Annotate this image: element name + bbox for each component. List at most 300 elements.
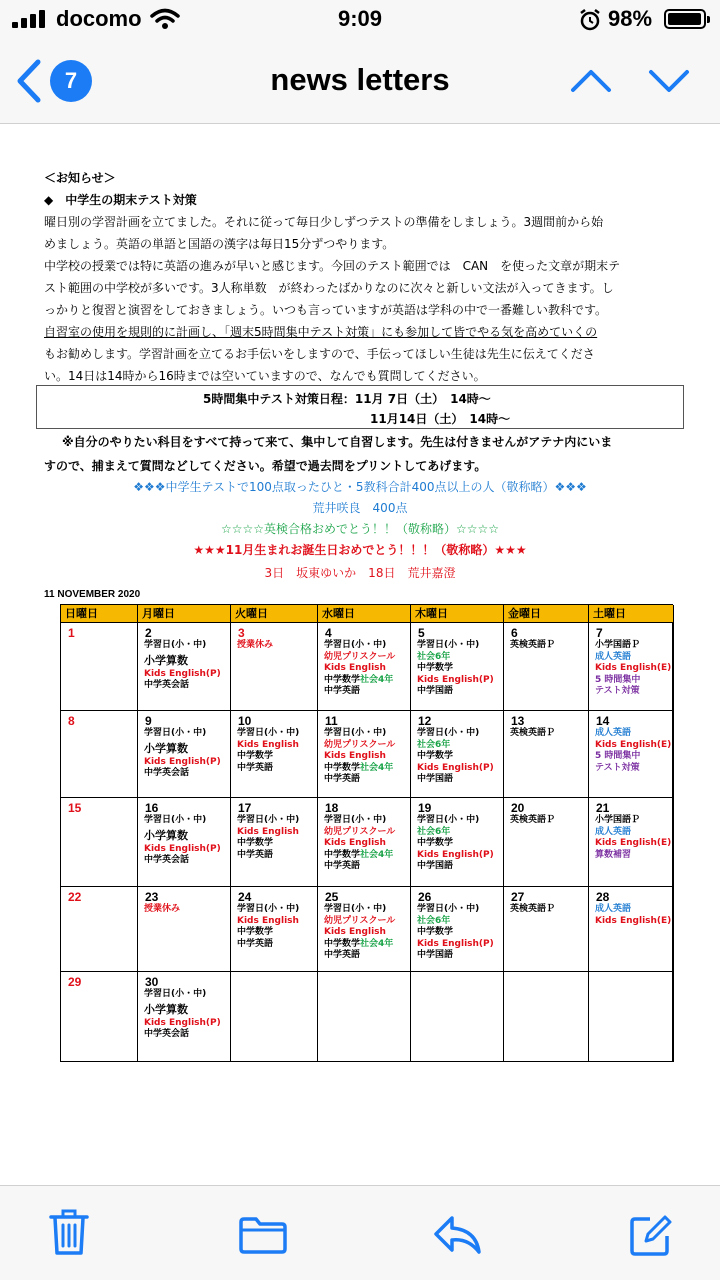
schedule-entry-text: 中学国語 — [417, 861, 454, 871]
month-label: 11 NOVEMBER 2020 — [44, 589, 141, 600]
calendar-day-cell — [61, 623, 138, 711]
schedule-entry-text: Kids English — [237, 739, 299, 750]
schedule-entry-text: 中学数学 — [324, 849, 361, 860]
schedule-line: 11月14日（土） 14時～ — [370, 412, 511, 426]
schedule-entry — [510, 640, 586, 652]
calendar-header: 土曜日 — [589, 605, 674, 623]
schedule-entry-text: 学習日(小・中) — [417, 815, 480, 825]
day-schedule — [510, 904, 586, 916]
day-number: 25 — [325, 890, 339, 904]
day-schedule — [510, 640, 586, 652]
schedule-entry — [144, 844, 228, 856]
unread-count-badge[interactable]: 7 — [50, 60, 92, 102]
calendar-day-cell — [411, 623, 504, 711]
schedule-entry — [144, 728, 228, 740]
clock: 9:09 — [337, 6, 383, 31]
day-number: 1 — [68, 626, 75, 640]
schedule-line: 5時間集中テスト対策日程：11月 7日（土） 14時～ — [203, 392, 491, 406]
schedule-entry — [237, 740, 315, 752]
schedule-entry — [595, 686, 671, 698]
schedule-entry — [417, 751, 501, 763]
paragraph-line: めましょう。英語の単語と国語の漢字は毎日15分ずつやります。 — [44, 237, 395, 251]
schedule-entry-text: 中学数学 — [417, 927, 454, 937]
calendar-day-cell — [318, 972, 411, 1062]
calendar-day-cell — [411, 887, 504, 972]
schedule-entry — [417, 675, 501, 687]
day-schedule — [237, 815, 315, 861]
schedule-entry — [237, 850, 315, 862]
schedule-entry — [417, 927, 501, 939]
newsletter-document — [0, 125, 720, 1185]
calendar-header: 月曜日 — [138, 605, 231, 623]
calendar-day-cell — [411, 972, 504, 1062]
calendar-day-cell — [318, 887, 411, 972]
status-bar — [0, 0, 720, 40]
schedule-entry-text: 中学英会話 — [144, 768, 190, 778]
birthday-heading: ★★★11月生まれお誕生日おめでとう！！！（敬称略）★★★ — [193, 543, 527, 557]
schedule-entry-text: 英検英語Ｐ — [510, 904, 556, 914]
carrier-name: docomo — [56, 6, 142, 31]
schedule-entry — [324, 663, 408, 675]
schedule-entry-text: 中学英語 — [324, 686, 361, 696]
schedule-entry — [324, 815, 408, 827]
day-schedule — [237, 904, 315, 950]
schedule-entry-text: 成人英語 — [595, 651, 632, 662]
schedule-entry-text: Kids English(E) — [595, 838, 672, 848]
day-number: 5 — [418, 626, 425, 640]
schedule-entry — [237, 904, 315, 916]
eiken-congrats: ☆☆☆☆英検合格おめでとう！！（敬称略）☆☆☆☆ — [220, 522, 500, 536]
schedule-entry-text: 授業休み — [144, 904, 181, 914]
day-number: 7 — [596, 626, 603, 640]
trash-icon[interactable] — [48, 1208, 90, 1256]
schedule-entry — [595, 838, 671, 850]
day-schedule — [144, 815, 228, 867]
day-schedule — [417, 728, 501, 786]
calendar-day-cell — [589, 623, 674, 711]
award-name: 荒井咲良 400点 — [312, 501, 408, 515]
schedule-entry-text: 5 時間集中 — [595, 751, 641, 761]
paragraph-line: 自習室の使用を規則的に計画し、「週末5時間集中テスト対策」にも参加して皆でやる気を高めていくの — [44, 325, 598, 339]
calendar-day-cell — [61, 798, 138, 887]
calendar-day-cell — [318, 711, 411, 798]
calendar-header: 金曜日 — [504, 605, 589, 623]
schedule-entry-text: 学習日(小・中) — [144, 640, 207, 650]
schedule-entry — [417, 815, 501, 827]
calendar-day-cell — [138, 623, 231, 711]
note-line: ※自分のやりたい科目をすべて持って来て、集中して自習します。先生は付きませんがアテナ内にいま — [62, 435, 613, 449]
day-number: 22 — [68, 890, 82, 904]
schedule-entry-text: 英検英語Ｐ — [510, 640, 556, 650]
schedule-entry-text: 学習日(小・中) — [237, 815, 300, 825]
schedule-entry — [237, 728, 315, 740]
schedule-entry-text: 学習日(小・中) — [324, 640, 387, 650]
schedule-entry-text: 幼児プリスクール — [324, 826, 396, 837]
schedule-entry — [144, 740, 228, 757]
day-number: 23 — [145, 890, 159, 904]
day-number: 17 — [238, 801, 252, 815]
calendar-day-cell — [589, 887, 674, 972]
calendar-day-cell — [231, 972, 318, 1062]
calendar-day-cell — [411, 798, 504, 887]
day-schedule — [595, 904, 671, 927]
schedule-entry-text: 幼児プリスクール — [324, 651, 396, 662]
schedule-entry — [417, 728, 501, 740]
schedule-entry — [144, 768, 228, 780]
schedule-entry-text: Kids English — [324, 751, 386, 761]
day-number: 28 — [596, 890, 610, 904]
calendar-day-cell — [411, 711, 504, 798]
schedule-entry-text: Kids English(P) — [417, 674, 494, 685]
day-schedule — [324, 728, 408, 786]
schedule-entry — [144, 640, 228, 652]
schedule-entry — [324, 950, 408, 962]
schedule-entry — [144, 1001, 228, 1018]
schedule-entry-text: テスト対策 — [595, 762, 640, 773]
day-schedule — [595, 728, 671, 774]
schedule-entry-text: 成人英語 — [595, 728, 632, 738]
schedule-entry-text: 中学数学 — [237, 838, 274, 848]
schedule-entry-extra: 社会4年 — [360, 674, 394, 685]
day-number: 21 — [596, 801, 610, 815]
schedule-entry-text: 学習日(小・中) — [417, 728, 480, 738]
calendar-day-cell — [231, 623, 318, 711]
schedule-entry — [417, 740, 501, 752]
day-number: 24 — [238, 890, 252, 904]
schedule-entry — [417, 861, 501, 873]
schedule-entry-extra: 社会4年 — [360, 938, 394, 949]
schedule-entry — [324, 838, 408, 850]
schedule-entry-text: 学習日(小・中) — [417, 640, 480, 650]
schedule-entry — [595, 728, 671, 740]
schedule-entry-text: 社会6年 — [417, 739, 451, 750]
day-schedule — [144, 728, 228, 780]
schedule-entry — [237, 763, 315, 775]
schedule-entry-text: 算数補習 — [595, 849, 632, 860]
schedule-entry-text: Kids English(P) — [144, 843, 221, 854]
schedule-entry — [144, 1018, 228, 1030]
schedule-entry-text: 小学算数 — [144, 1002, 188, 1016]
schedule-entry-text: Kids English(P) — [417, 938, 494, 949]
schedule-entry-text: Kids English — [324, 927, 386, 937]
battery-icon — [664, 9, 706, 29]
schedule-entry-text: 学習日(小・中) — [237, 728, 300, 738]
schedule-entry — [595, 815, 671, 827]
calendar-day-cell — [61, 887, 138, 972]
schedule-entry — [417, 950, 501, 962]
schedule-entry-text: 中学数学 — [324, 762, 361, 773]
schedule-entry — [417, 640, 501, 652]
day-number: 2 — [145, 626, 152, 640]
schedule-entry-text: 小学算数 — [144, 653, 188, 667]
day-schedule — [595, 640, 671, 698]
day-schedule — [510, 815, 586, 827]
topic-heading: ◆ 中学生の期末テスト対策 — [44, 193, 197, 207]
calendar-day-cell — [589, 711, 674, 798]
paragraph-line: スト範囲の中学校が多いです。3人称単数 が終わったばかりなのに次々と新しい文法が入ってきます。し — [44, 281, 614, 295]
schedule-entry — [324, 675, 408, 687]
day-number: 15 — [68, 801, 82, 815]
schedule-entry-text: 小学算数 — [144, 828, 188, 842]
nav-bar — [0, 40, 720, 124]
schedule-entry — [324, 652, 408, 664]
schedule-entry-text: 学習日(小・中) — [144, 728, 207, 738]
calendar-day-cell — [231, 798, 318, 887]
alarm-icon — [578, 8, 602, 32]
calendar-day-cell — [138, 972, 231, 1062]
bottom-toolbar — [0, 1185, 720, 1280]
schedule-entry-text: Kids English — [324, 838, 386, 848]
schedule-entry — [595, 904, 671, 916]
schedule-entry — [417, 686, 501, 698]
day-number: 26 — [418, 890, 432, 904]
calendar-day-cell — [231, 887, 318, 972]
calendar-header: 火曜日 — [231, 605, 318, 623]
schedule-entry-text: 小学算数 — [144, 741, 188, 755]
schedule-entry — [324, 916, 408, 928]
schedule-entry — [237, 838, 315, 850]
schedule-entry — [417, 916, 501, 928]
day-number: 27 — [511, 890, 525, 904]
schedule-entry — [595, 850, 671, 862]
schedule-entry-text: Kids English — [324, 663, 386, 673]
paragraph-line: 曜日別の学習計画を立てました。それに従って毎日少しずつテストの準備をしましょう。3週間前から始 — [44, 215, 604, 229]
schedule-entry — [237, 827, 315, 839]
calendar-day-cell — [504, 623, 589, 711]
schedule-entry — [144, 757, 228, 769]
schedule-entry-text: 中学英語 — [324, 774, 361, 784]
schedule-entry — [510, 728, 586, 740]
schedule-entry — [324, 927, 408, 939]
day-schedule — [595, 815, 671, 861]
schedule-entry — [144, 1029, 228, 1041]
schedule-entry — [144, 652, 228, 669]
schedule-entry — [595, 827, 671, 839]
day-schedule — [417, 904, 501, 962]
calendar-table — [60, 604, 673, 1062]
day-schedule — [324, 640, 408, 698]
calendar-day-cell — [318, 623, 411, 711]
day-number: 6 — [511, 626, 518, 640]
schedule-entry — [237, 815, 315, 827]
day-schedule — [144, 989, 228, 1041]
schedule-entry — [417, 838, 501, 850]
schedule-entry-text: Kids English(E) — [595, 663, 672, 673]
schedule-entry-text: 中学英語 — [237, 849, 274, 860]
schedule-entry-text: 中学国語 — [417, 686, 454, 696]
schedule-entry — [144, 904, 228, 916]
schedule-entry-text: 英検英語Ｐ — [510, 728, 556, 738]
schedule-entry-text: 社会6年 — [417, 915, 451, 926]
previous-message-icon[interactable] — [570, 68, 612, 94]
day-schedule — [510, 728, 586, 740]
schedule-entry-text: Kids English — [237, 826, 299, 837]
day-number: 19 — [418, 801, 432, 815]
battery-percent: 98% — [608, 6, 653, 31]
schedule-entry — [417, 904, 501, 916]
schedule-entry-text: Kids English(P) — [417, 762, 494, 773]
schedule-entry — [417, 663, 501, 675]
schedule-entry-text: 中学英会話 — [144, 680, 190, 690]
day-number: 14 — [596, 714, 610, 728]
day-number: 10 — [238, 714, 252, 728]
schedule-entry — [324, 728, 408, 740]
schedule-entry-text: テスト対策 — [595, 686, 640, 696]
schedule-entry — [324, 850, 408, 862]
day-schedule — [144, 640, 228, 692]
schedule-entry — [595, 640, 671, 652]
schedule-entry-text: 成人英語 — [595, 826, 632, 837]
schedule-entry — [324, 861, 408, 873]
schedule-entry-text: 小学国語Ｐ — [595, 815, 641, 825]
schedule-entry — [237, 927, 315, 939]
day-number: 4 — [325, 626, 332, 640]
schedule-entry-text: 幼児プリスクール — [324, 739, 396, 750]
day-number: 29 — [68, 975, 82, 989]
schedule-entry — [324, 751, 408, 763]
page-title: news letters — [270, 62, 450, 97]
day-number: 16 — [145, 801, 159, 815]
schedule-entry-text: 幼児プリスクール — [324, 915, 396, 926]
schedule-entry-text: Kids English(P) — [144, 1017, 221, 1028]
schedule-entry — [417, 652, 501, 664]
calendar-day-cell — [231, 711, 318, 798]
schedule-entry-text: 中学英語 — [324, 950, 361, 960]
schedule-entry-text: 社会6年 — [417, 826, 451, 837]
calendar-header: 木曜日 — [411, 605, 504, 623]
schedule-entry — [417, 939, 501, 951]
folder-icon[interactable] — [238, 1216, 288, 1254]
schedule-entry-text: 学習日(小・中) — [144, 989, 207, 999]
schedule-entry-text: 学習日(小・中) — [237, 904, 300, 914]
schedule-entry-text: 中学数学 — [417, 838, 454, 848]
schedule-entry-text: Kids English(P) — [417, 849, 494, 860]
calendar-day-cell — [61, 972, 138, 1062]
day-schedule — [417, 815, 501, 873]
day-number: 9 — [145, 714, 152, 728]
schedule-entry-text: 中学英会話 — [144, 1029, 190, 1039]
calendar-day-cell — [589, 798, 674, 887]
day-number: 8 — [68, 714, 75, 728]
next-message-icon[interactable] — [648, 68, 690, 94]
paragraph-line: っかりと復習と演習をしておきましょう。いつも言っていますが英語は学科の中で一番難しい教科です。 — [44, 303, 608, 317]
schedule-entry-text: Kids English(P) — [144, 756, 221, 767]
note-line: すので、捕まえて質問などしてください。希望で過去問をプリントしてあげます。 — [44, 459, 487, 473]
schedule-entry-text: 中学数学 — [237, 927, 274, 937]
schedule-entry — [417, 850, 501, 862]
paragraph-line: 中学校の授業では特に英語の進みが早いと感じます。今回のテスト範囲では CAN を使った文章が期末テ — [44, 259, 621, 273]
calendar-day-cell — [504, 887, 589, 972]
schedule-entry — [237, 916, 315, 928]
schedule-entry-text: 中学英語 — [237, 938, 274, 949]
day-number: 18 — [325, 801, 339, 815]
schedule-entry — [144, 815, 228, 827]
paragraph-line: い。14日は14時から16時までは空いていますので、なんでも質問してください。 — [44, 369, 486, 383]
schedule-entry-text: 中学英会話 — [144, 855, 190, 865]
calendar-day-cell — [504, 972, 589, 1062]
day-schedule — [237, 728, 315, 774]
schedule-entry-text: 中学数学 — [237, 751, 274, 761]
day-schedule — [324, 904, 408, 962]
day-number: 30 — [145, 975, 159, 989]
schedule-entry — [324, 939, 408, 951]
schedule-entry-text: 中学英語 — [324, 861, 361, 871]
day-number: 11 — [325, 714, 338, 728]
schedule-entry — [595, 763, 671, 775]
schedule-entry — [595, 652, 671, 664]
day-number: 3 — [238, 626, 245, 640]
calendar-day-cell — [138, 798, 231, 887]
day-number: 12 — [418, 714, 432, 728]
birthday-names: 3日 坂東ゆいか 18日 荒井嘉澄 — [264, 566, 456, 580]
schedule-entry-text: 5 時間集中 — [595, 674, 641, 685]
schedule-entry-text: 学習日(小・中) — [144, 815, 207, 825]
schedule-entry-text: 中学英語 — [237, 762, 274, 773]
schedule-entry — [595, 740, 671, 752]
calendar-day-cell — [138, 711, 231, 798]
paragraph-line: もお勧めします。学習計画を立てるお手伝いをしますので、手伝ってほしい生徒は先生に伝えてくださ — [44, 347, 595, 361]
calendar-day-cell — [504, 711, 589, 798]
schedule-entry-text: 英検英語Ｐ — [510, 815, 556, 825]
calendar-day-cell — [138, 887, 231, 972]
schedule-entry — [595, 675, 671, 687]
schedule-entry-text: 中学数学 — [417, 751, 454, 761]
schedule-entry — [237, 640, 315, 652]
schedule-entry-text: 小学国語Ｐ — [595, 640, 641, 650]
schedule-entry-text: 中学国語 — [417, 950, 454, 960]
day-schedule — [417, 640, 501, 698]
schedule-entry-text: 社会6年 — [417, 651, 451, 662]
reply-icon[interactable] — [432, 1214, 482, 1256]
day-schedule — [237, 640, 315, 652]
calendar-header: 水曜日 — [318, 605, 411, 623]
calendar-header: 日曜日 — [61, 605, 138, 623]
calendar-day-cell — [61, 711, 138, 798]
schedule-entry — [144, 827, 228, 844]
calendar-day-cell — [318, 798, 411, 887]
notice-heading: ＜お知らせ＞ — [44, 171, 116, 185]
schedule-entry-text: 学習日(小・中) — [324, 904, 387, 914]
schedule-entry-text: 授業休み — [237, 640, 274, 650]
calendar-day-cell — [589, 972, 674, 1062]
schedule-entry — [324, 904, 408, 916]
schedule-entry-extra: 社会4年 — [360, 849, 394, 860]
schedule-entry — [144, 855, 228, 867]
schedule-entry — [595, 751, 671, 763]
calendar-day-cell — [504, 798, 589, 887]
schedule-entry-text: Kids English(E) — [595, 915, 672, 926]
schedule-entry-text: 学習日(小・中) — [324, 815, 387, 825]
day-schedule — [324, 815, 408, 873]
schedule-entry — [237, 751, 315, 763]
schedule-entry — [417, 763, 501, 775]
day-schedule — [144, 904, 228, 916]
schedule-entry-text: 中学国語 — [417, 774, 454, 784]
schedule-entry — [417, 774, 501, 786]
schedule-entry — [324, 763, 408, 775]
schedule-entry-text: 学習日(小・中) — [324, 728, 387, 738]
day-number: 20 — [511, 801, 525, 815]
schedule-entry-extra: 社会4年 — [360, 762, 394, 773]
award-heading: ❖❖❖中学生テストで100点取ったひと・5教科合計400点以上の人（敬称略）❖❖❖ — [133, 480, 587, 494]
compose-icon[interactable] — [628, 1214, 672, 1258]
schedule-entry-text: 中学数学 — [324, 938, 361, 949]
schedule-entry — [510, 815, 586, 827]
schedule-entry — [324, 827, 408, 839]
schedule-entry-text: 学習日(小・中) — [417, 904, 480, 914]
schedule-entry-text: 中学数学 — [417, 663, 454, 673]
schedule-entry — [417, 827, 501, 839]
